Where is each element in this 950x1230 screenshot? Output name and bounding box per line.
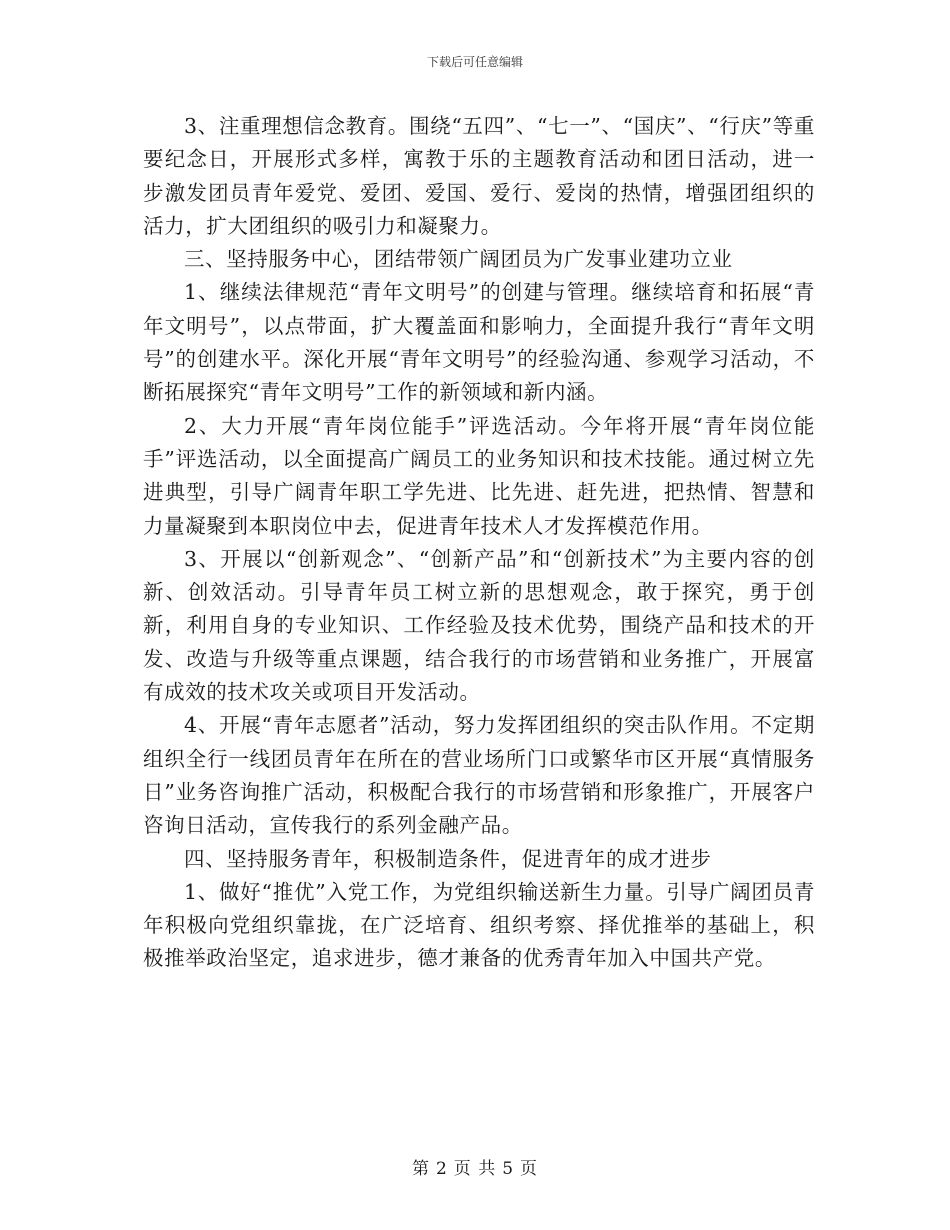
document-body bbox=[143, 110, 815, 976]
footer-total-pages: 5 bbox=[502, 1159, 515, 1179]
page-header: 下载后可任意编辑 bbox=[426, 55, 523, 69]
paragraph-innovation-activities: 3、开展以“创新观念”、“创新产品”和“创新技术”为主要内容的创新、创效活动。引导青年员工树立新的思想观念，敢于探究，勇于创新，利用自身的专业知识、工作经验及技术优势，围绕产品和技术的开发、改造与升级等重点课题，结合我行的市场营销和业务推广，开展富有成效的技术攻关或项目开发活动。 bbox=[143, 546, 815, 705]
paragraph-youth-volunteers: 4、开展“青年志愿者”活动，努力发挥团组织的突击队作用。不定期组织全行一线团员青年在所在的营业场所门口或繁华市区开展“真情服务日”业务咨询推广活动，积极配合我行的市场营销和形象推广，开展客户咨询日活动，宣传我行的系列金融产品。 bbox=[143, 713, 815, 838]
section-heading-serve-youth: 四、坚持服务青年，积极制造条件，促进青年的成才进步 bbox=[184, 846, 712, 871]
paragraph-ideal-belief-education: 3、注重理想信念教育。围绕“五四”、“七一”、“国庆”、“行庆”等重要纪念日，开展形式多样，寓教于乐的主题教育活动和团日活动，进一步激发团员青年爱党、爱团、爱国、爱行、爱岗的热情，增强团组织的活力，扩大团组织的吸引力和凝聚力。 bbox=[143, 114, 815, 238]
section-heading-serve-center: 三、坚持服务中心，团结带领广阔团员为广发事业建功立业 bbox=[184, 247, 733, 272]
paragraph-youth-civilization: 1、继续法律规范“青年文明号”的创建与管理。继续培育和拓展“青年文明号”，以点带面，扩大覆盖面和影响力，全面提升我行“青年文明号”的创建水平。深化开展“青年文明号”的经验沟通、参观学习活动，不断拓展探究“青年文明号”工作的新领域和新内涵。 bbox=[143, 280, 815, 405]
footer-suffix: 页 bbox=[520, 1159, 539, 1179]
footer-middle: 页 共 bbox=[453, 1159, 497, 1179]
page-footer bbox=[0, 1154, 950, 1179]
footer-prefix: 第 bbox=[411, 1159, 430, 1179]
paragraph-party-recommendation: 1、做好“推优”入党工作，为党组织输送新生力量。引导广阔团员青年积极向党组织靠拢，在广泛培育、组织考察、择优推举的基础上，积极推举政治坚定，追求进步，德才兼备的优秀青年加入中国共产党。 bbox=[143, 879, 815, 971]
paragraph-youth-post-expert: 2、大力开展“青年岗位能手”评选活动。今年将开展“青年岗位能手”评选活动，以全面提高广阔员工的业务知识和技术技能。通过树立先进典型，引导广阔青年职工学先进、比先进、赶先进，把热情、智慧和力量凝聚到本职岗位中去，促进青年技术人才发挥模范作用。 bbox=[143, 413, 815, 538]
footer-page-number: 2 bbox=[435, 1159, 448, 1179]
